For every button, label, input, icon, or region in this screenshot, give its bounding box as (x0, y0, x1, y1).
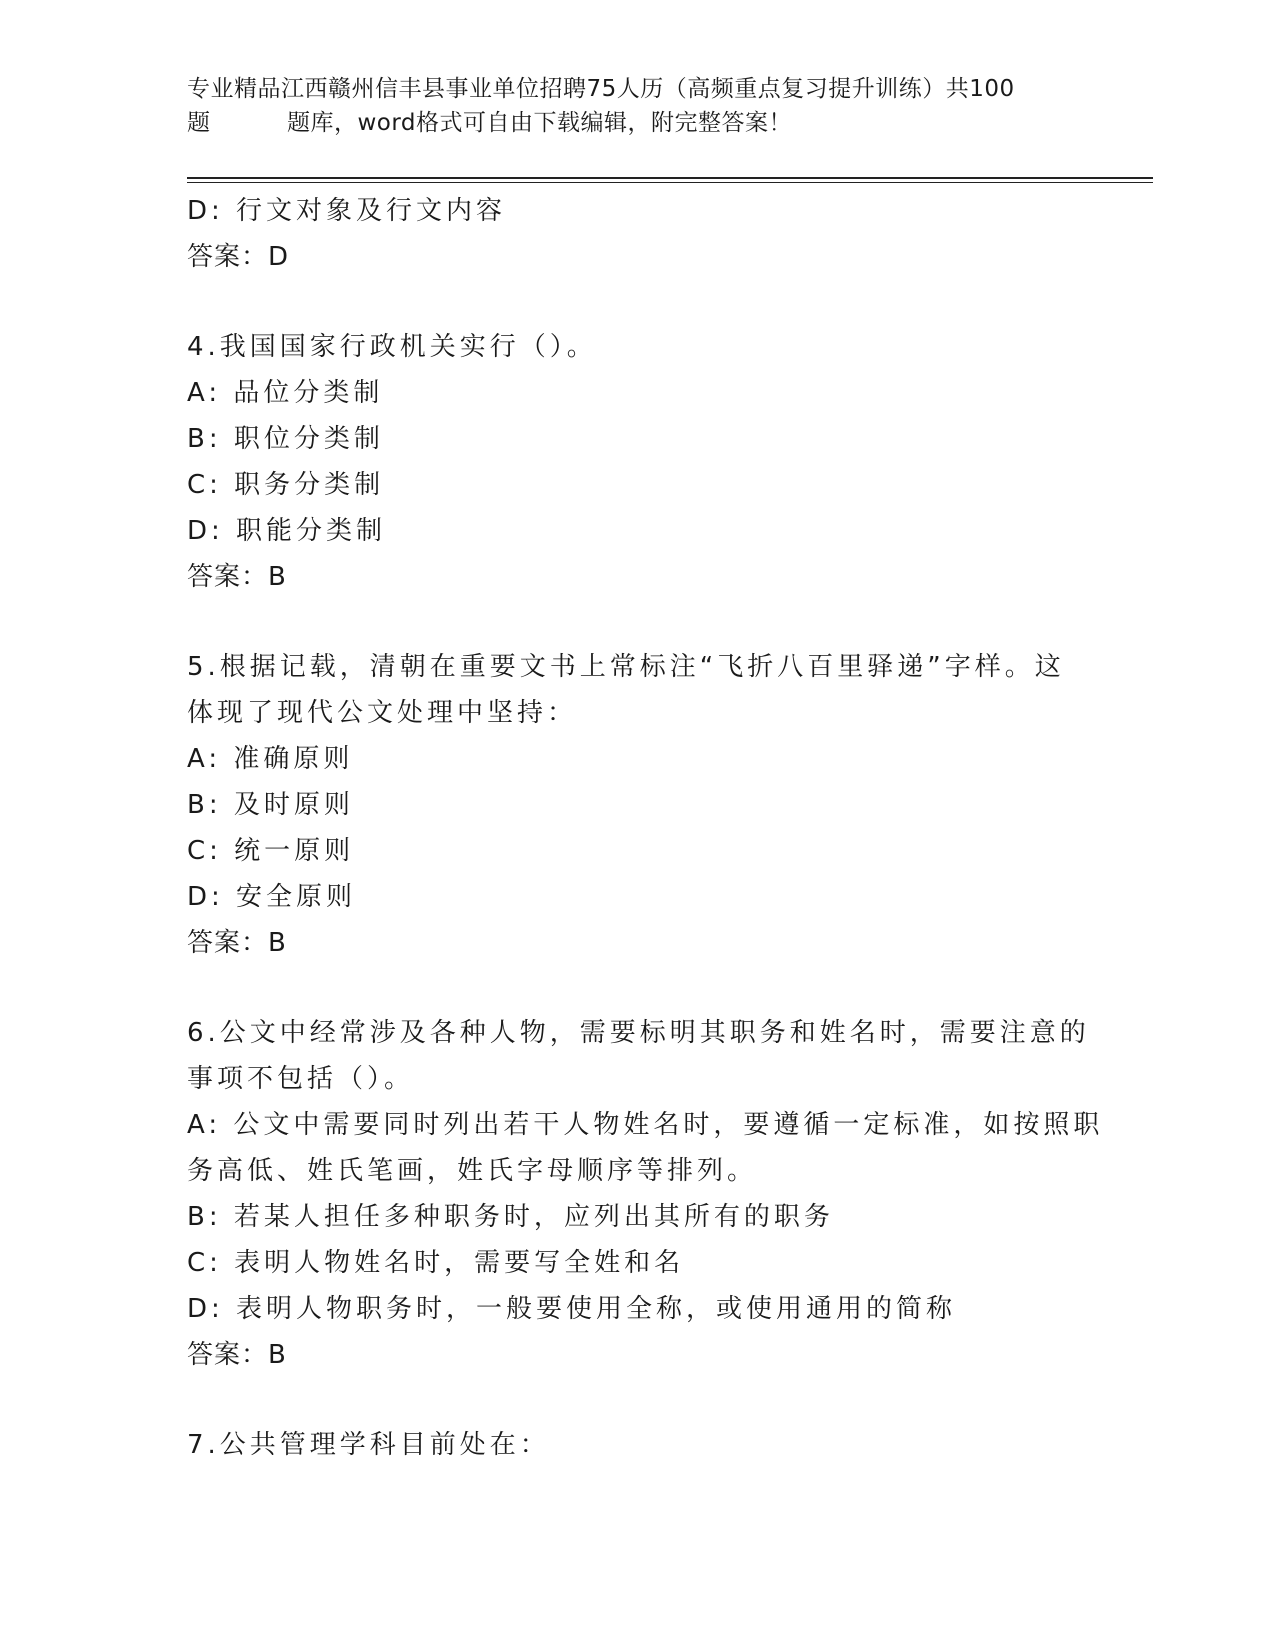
option-b: B: 若某人担任多种职务时，应列出其所有的职务 (187, 1202, 834, 1232)
answer-line: 答案：B (187, 1340, 287, 1370)
answer-line: 答案：B (187, 562, 287, 592)
header-title-line2 (187, 106, 1087, 140)
option-b: B: 及时原则 (187, 790, 354, 820)
block-gap (187, 1378, 1087, 1422)
question-text: 4.我国国家行政机关实行（）。 (187, 332, 597, 362)
question-text-line2: 事项不包括（）。 (187, 1064, 415, 1094)
option-d: D: 职能分类制 (187, 516, 387, 546)
option-a-line2: 务高低、姓氏笔画，姓氏字母顺序等排列。 (187, 1156, 758, 1186)
question-text: 7.公共管理学科目前处在： (187, 1430, 550, 1460)
block-gap (187, 966, 1087, 1010)
header-divider-thick (187, 177, 1153, 179)
answer-line: 答案：B (187, 928, 287, 958)
option-a-line1: A: 公文中需要同时列出若干人物姓名时，要遵循一定标准，如按照职 (187, 1110, 1104, 1140)
option-a: A: 准确原则 (187, 744, 354, 774)
question-block-6 (187, 1010, 1104, 1378)
option-d: D: 安全原则 (187, 882, 357, 912)
header-divider-thin (187, 182, 1153, 183)
question-block-7 (187, 1422, 1087, 1468)
header-title-line1: 专业精品江西赣州信丰县事业单位招聘75人历（高频重点复习提升训练）共100 (187, 76, 1015, 102)
option-d: D: 行文对象及行文内容 (187, 196, 507, 226)
option-c: C: 表明人物姓名时，需要写全姓和名 (187, 1248, 685, 1278)
option-c: C: 职务分类制 (187, 470, 385, 500)
question-block-5 (187, 644, 1087, 966)
question-block-prev (187, 188, 1087, 280)
option-a: A: 品位分类制 (187, 378, 384, 408)
question-text-line1: 6.公文中经常涉及各种人物，需要标明其职务和姓名时，需要注意的 (187, 1018, 1090, 1048)
question-text-line1: 5.根据记载，清朝在重要文书上常标注“飞折八百里驿递”字样。这 (187, 652, 1065, 682)
option-d: D: 表明人物职务时，一般要使用全称，或使用通用的简称 (187, 1294, 957, 1324)
option-c: C: 统一原则 (187, 836, 355, 866)
document-header (187, 72, 1087, 140)
question-block-4 (187, 324, 1087, 600)
block-gap (187, 280, 1087, 324)
block-gap (187, 600, 1087, 644)
question-text-line2: 体现了现代公文处理中坚持： (187, 698, 578, 728)
answer-line: 答案：D (187, 242, 290, 272)
header-title-line2-right: 题库，word格式可自由下载编辑，附完整答案！ (287, 110, 793, 136)
header-title-line2-left: 题 (187, 110, 211, 136)
document-body (187, 188, 1104, 1468)
option-b: B: 职位分类制 (187, 424, 384, 454)
